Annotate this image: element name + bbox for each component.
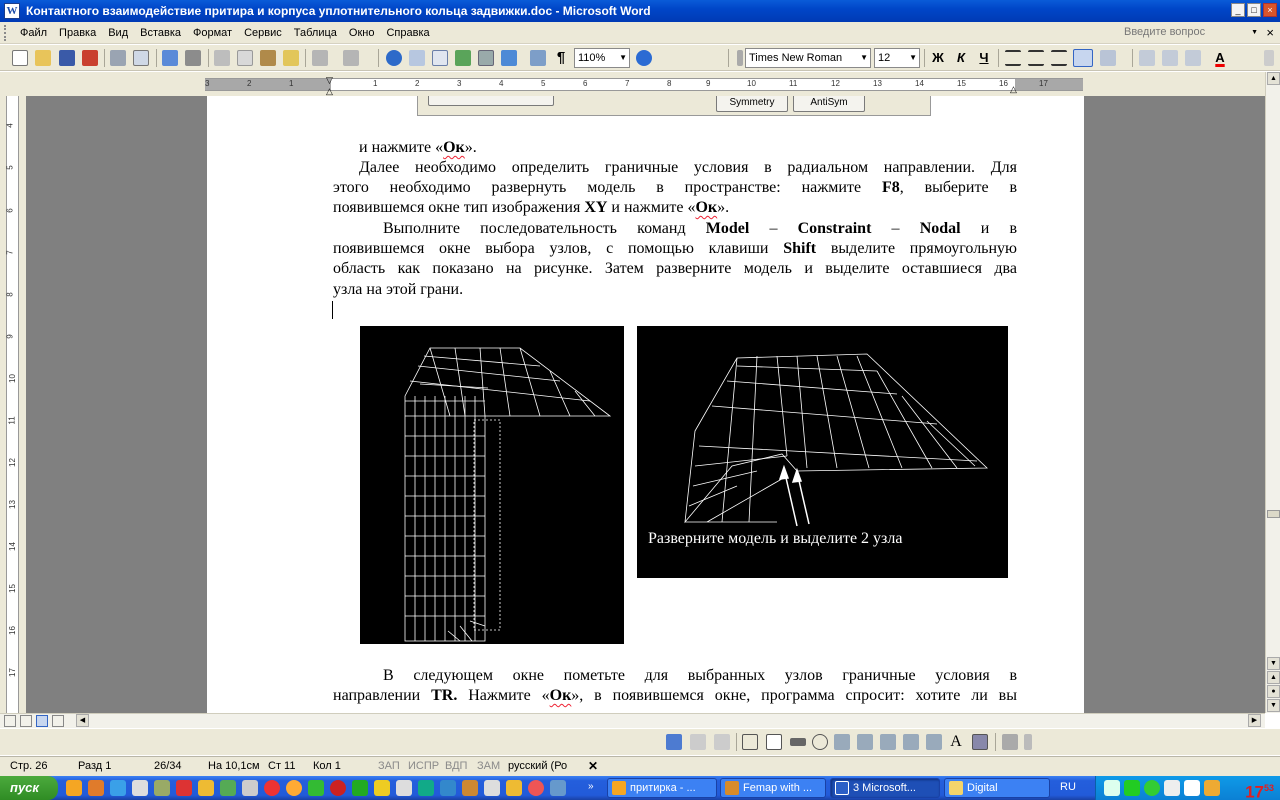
taskbar-item-active[interactable] [830, 778, 940, 798]
textfield-icon[interactable] [766, 734, 782, 750]
word-app-icon[interactable]: W [4, 3, 20, 19]
paragraph-1 [359, 138, 1043, 158]
status-section: Разд 1 [78, 760, 112, 772]
previous-page-icon[interactable]: ▲ [1267, 671, 1280, 684]
shift-text: Shift [783, 240, 817, 257]
ruler-tick: 3 [457, 79, 462, 88]
line [383, 219, 1017, 239]
tray-icon[interactable] [1204, 780, 1220, 796]
horizontal-ruler[interactable] [0, 72, 1280, 96]
quicklaunch-icon[interactable] [396, 780, 412, 796]
ruler-tick: 10 [747, 79, 756, 88]
nodal-text: Nodal [919, 220, 961, 237]
status-line: Ст 11 [268, 760, 296, 772]
menu-insert[interactable]: Вставка [140, 26, 182, 39]
label-control-icon[interactable]: A [950, 733, 962, 750]
fe-mesh-graphic [360, 326, 624, 644]
callout-icon[interactable] [714, 734, 730, 750]
align-left-icon[interactable] [1005, 50, 1021, 66]
title-bar [0, 0, 1280, 22]
text: – [749, 220, 798, 237]
scroll-right-icon[interactable]: ▶ [1248, 714, 1261, 727]
constraint-text: Constraint [797, 220, 872, 237]
line-spacing-icon[interactable] [1100, 50, 1116, 66]
quicklaunch-icon[interactable] [418, 780, 434, 796]
quicklaunch-icon[interactable] [506, 780, 522, 796]
normal-view-icon[interactable] [4, 715, 16, 727]
status-extend[interactable]: ВДП [445, 760, 468, 772]
quicklaunch-icon[interactable] [550, 780, 566, 796]
embedded-dialog-screenshot [417, 96, 931, 116]
next-page-icon[interactable]: ▼ [1267, 699, 1280, 712]
new-document-icon[interactable] [12, 50, 28, 66]
text: и нажмите « [607, 199, 696, 216]
tray-icon[interactable] [1184, 780, 1200, 796]
decrease-indent-icon[interactable] [1185, 50, 1201, 66]
horizontal-scrollbar[interactable] [0, 713, 1265, 728]
line [333, 239, 1017, 259]
symmetry-button: Symmetry [716, 96, 788, 112]
text: направлении [333, 687, 432, 704]
vertical-scrollbar[interactable] [1265, 72, 1280, 713]
antisym-button: AntiSym [793, 96, 865, 112]
web-layout-icon[interactable] [20, 715, 32, 727]
text: », в появившемся окне, программа спросит: хотите ли вы [571, 687, 1017, 704]
app-icon [725, 781, 739, 795]
toolbar-grip-icon[interactable] [4, 25, 8, 41]
drawing-toolbar [0, 729, 1280, 755]
tray-icon[interactable] [1144, 780, 1160, 796]
ruler-tick: 3 [205, 79, 210, 88]
taskbar-item[interactable] [944, 778, 1050, 798]
ruler-tick: 8 [667, 79, 672, 88]
select-objects-icon[interactable] [666, 734, 682, 750]
combobox-icon[interactable] [880, 734, 896, 750]
quicklaunch-icon[interactable] [66, 780, 82, 796]
font-name-combo[interactable] [745, 48, 871, 68]
text: – [871, 220, 920, 237]
redo-icon[interactable] [343, 50, 359, 66]
ruler-tick: 13 [7, 500, 17, 509]
scroll-up-icon[interactable]: ▲ [1267, 72, 1280, 85]
insert-table-icon[interactable] [432, 50, 448, 66]
chevron-right-icon[interactable]: » [588, 781, 594, 792]
text: ». [717, 199, 730, 216]
vertical-ruler[interactable] [0, 96, 26, 713]
toggle-icon[interactable] [903, 734, 919, 750]
text: появившемся окне тип изображения [333, 199, 585, 216]
ruler-tick: 5 [541, 79, 546, 88]
status-overtype[interactable]: ЗАМ [477, 760, 501, 772]
menu-file[interactable]: Файл [20, 26, 48, 39]
app-icon [612, 781, 626, 795]
ruler-tick: 13 [873, 79, 882, 88]
ruler-tick: 17 [7, 668, 17, 677]
ruler-tick: 10 [7, 374, 17, 383]
clock-hours: 17 [1245, 782, 1264, 800]
tr-text: TR. [431, 687, 458, 704]
ruler-tick: 2 [415, 79, 420, 88]
line [383, 666, 1017, 686]
ruler-tick: 1 [289, 79, 294, 88]
quicklaunch-icon[interactable] [352, 780, 368, 796]
quicklaunch-icon[interactable] [198, 780, 214, 796]
minimize-icon[interactable]: _ [1231, 3, 1245, 17]
undo-icon[interactable] [312, 50, 328, 66]
quicklaunch-icon[interactable] [330, 780, 346, 796]
text: В следующем окне пометьте для выбранных узлов граничные условия в [383, 667, 1017, 684]
quicklaunch-icon[interactable] [220, 780, 236, 796]
text-cursor [332, 301, 333, 319]
clock [1245, 777, 1274, 800]
spelling-status-icon[interactable]: ✕ [588, 759, 599, 773]
system-tray [1095, 776, 1280, 800]
ruler-tick: 9 [706, 79, 711, 88]
quicklaunch-icon[interactable] [176, 780, 192, 796]
clock-minutes: 53 [1263, 783, 1274, 793]
image-control-icon[interactable] [972, 734, 988, 750]
toolbar-options-icon[interactable] [1264, 50, 1274, 66]
show-hide-pilcrow-icon[interactable]: ¶ [556, 49, 566, 66]
ok-text: Ок [443, 139, 465, 156]
font-name-value: Times New Roman [749, 52, 843, 64]
menu-table[interactable]: Таблица [293, 26, 337, 39]
italic-button[interactable]: К [957, 50, 965, 65]
print-icon[interactable] [110, 50, 126, 66]
research-icon[interactable] [185, 50, 201, 66]
quicklaunch-icon[interactable] [132, 780, 148, 796]
text: и нажмите « [359, 139, 444, 156]
font-size-value: 12 [878, 52, 891, 64]
ruler-tick: 8 [5, 292, 15, 297]
line [333, 280, 1017, 300]
bold-button[interactable]: Ж [932, 50, 944, 65]
outline-view-icon[interactable] [52, 715, 64, 727]
zoom-combo[interactable] [574, 48, 630, 68]
hyperlink-icon[interactable] [386, 50, 402, 66]
document-map-icon[interactable] [530, 50, 546, 66]
zoom-value: 110% [578, 52, 606, 64]
listbox-icon[interactable] [857, 734, 873, 750]
tray-icon[interactable] [1164, 780, 1180, 796]
ruler-tick: 14 [915, 79, 924, 88]
dialog-field [428, 96, 554, 106]
select-browse-object-icon[interactable]: ● [1267, 685, 1280, 698]
taskbar-item-label: Femap with ... [743, 782, 813, 794]
frame-icon[interactable] [834, 734, 850, 750]
xy-text: XY [584, 199, 608, 216]
taskbar-item-label: притирка - ... [630, 782, 696, 794]
input-language[interactable]: RU [1060, 781, 1076, 793]
ruler-tick: 2 [247, 79, 252, 88]
menu-tools[interactable]: Сервис [244, 26, 282, 39]
menu-format[interactable]: Формат [193, 26, 233, 39]
toolbar [0, 45, 1280, 71]
more-controls-icon[interactable] [1002, 734, 1018, 750]
quicklaunch-icon[interactable] [154, 780, 170, 796]
ruler-tick: 11 [789, 79, 798, 88]
chevron-down-icon: ▼ [909, 53, 917, 62]
maximize-icon[interactable]: □ [1247, 3, 1261, 17]
text: , выберите в [899, 179, 1018, 196]
ruler-tick: 11 [7, 416, 17, 425]
document-page[interactable] [207, 96, 1084, 713]
ruler-tick: 7 [625, 79, 630, 88]
ruler-tick: 6 [5, 208, 15, 213]
open-folder-icon[interactable] [35, 50, 51, 66]
ruler-tick: 5 [5, 165, 15, 170]
ruler-tick: 4 [5, 123, 15, 128]
save-icon[interactable] [59, 50, 75, 66]
close-icon[interactable]: × [1263, 3, 1277, 17]
word-icon [835, 781, 849, 795]
ruler-tick: 15 [7, 584, 17, 593]
window-title: Контактного взаимодействие притира и корпуса уплотнительного кольца задвижки.doc - Microsoft Word [26, 4, 651, 18]
text: выделите прямоугольную [816, 240, 1017, 257]
line [333, 198, 1017, 218]
taskbar-item-label: Digital [967, 782, 998, 794]
taskbar-item[interactable] [720, 778, 826, 798]
shapes-icon[interactable] [690, 734, 706, 750]
spelling-icon[interactable] [162, 50, 178, 66]
quicklaunch-icon[interactable] [286, 780, 302, 796]
status-record[interactable]: ЗАП [378, 760, 400, 772]
ok-text: Ок [695, 199, 718, 216]
text: появившемся окне выбора узлов, с помощью клавиши [333, 240, 784, 257]
ruler-tick: 15 [957, 79, 966, 88]
ie-icon[interactable] [110, 780, 126, 796]
columns-icon[interactable] [478, 50, 494, 66]
quicklaunch-icon[interactable] [484, 780, 500, 796]
scroll-thumb[interactable] [1267, 510, 1280, 518]
ruler-tick: 14 [7, 542, 17, 551]
status-page: Стр. 26 [10, 760, 48, 772]
cut-icon[interactable] [214, 50, 230, 66]
chevron-down-icon: ▼ [619, 53, 627, 62]
quicklaunch-icon[interactable] [242, 780, 258, 796]
text: узла на этой грани. [333, 281, 464, 298]
first-line-indent-icon[interactable]: ▽ [326, 75, 333, 85]
checkbox-icon[interactable] [742, 734, 758, 750]
help-dropdown-icon[interactable]: ▼ [1251, 29, 1258, 36]
ruler-tick: 4 [499, 79, 504, 88]
ruler-tick: 9 [5, 334, 15, 339]
document-close-icon[interactable]: × [1266, 25, 1274, 40]
format-painter-icon[interactable] [283, 50, 299, 66]
quicklaunch-icon[interactable] [440, 780, 456, 796]
tables-borders-icon[interactable] [409, 50, 425, 66]
print-layout-icon[interactable] [36, 715, 48, 727]
quicklaunch-icon[interactable] [374, 780, 390, 796]
text: ». [464, 139, 477, 156]
model-text: Model [705, 220, 750, 237]
text: область как показано на рисунке. Затем разверните модель и выделите оставшиеся два [333, 260, 1017, 277]
image-caption: Разверните модель и выделите 2 узла [648, 530, 903, 547]
insert-excel-icon[interactable] [455, 50, 471, 66]
ruler-tick: 16 [7, 626, 17, 635]
print-preview-icon[interactable] [133, 50, 149, 66]
numbering-icon[interactable] [1139, 50, 1155, 66]
text: и в [960, 220, 1018, 237]
taskbar-item[interactable] [607, 778, 717, 798]
quicklaunch-icon[interactable] [264, 780, 280, 796]
menu-view[interactable]: Вид [108, 26, 129, 39]
ruler-tick: 6 [583, 79, 588, 88]
ruler-tick: 7 [5, 250, 15, 255]
scroll-down-icon[interactable]: ▼ [1267, 657, 1280, 670]
taskbar [0, 776, 1280, 800]
spinner-icon[interactable] [926, 734, 942, 750]
text: Выполните последовательность команд [383, 220, 706, 237]
text: этого необходимо развернуть модель в пространстве: нажмите [333, 179, 882, 196]
text: Нажмите « [457, 687, 550, 704]
ok-text: Ок [549, 687, 572, 704]
menu-bar [0, 22, 1280, 44]
status-bar [0, 756, 1280, 776]
start-label: пуск [10, 780, 39, 795]
right-indent-icon[interactable]: △ [1010, 84, 1017, 94]
quicklaunch-icon[interactable] [528, 780, 544, 796]
status-column: Кол 1 [313, 760, 341, 772]
help-icon[interactable] [636, 50, 652, 66]
copy-icon[interactable] [237, 50, 253, 66]
status-track-changes[interactable]: ИСПР [408, 760, 440, 772]
quicklaunch-icon[interactable] [88, 780, 104, 796]
help-question-input[interactable]: Введите вопрос [1124, 26, 1206, 38]
document-area [26, 96, 1265, 713]
tray-icon[interactable] [1124, 780, 1140, 796]
underline-button[interactable]: Ч [979, 50, 989, 65]
taskbar-item-label: 3 Microsoft... [853, 782, 916, 794]
menu-help[interactable]: Справка [386, 26, 430, 39]
line [333, 259, 1017, 279]
align-center-icon[interactable] [1028, 50, 1044, 66]
font-color-button[interactable]: A [1215, 50, 1225, 65]
toolbar-options-icon[interactable] [1024, 734, 1032, 750]
ruler-tick: 12 [831, 79, 840, 88]
menu-window[interactable]: Окно [348, 26, 375, 39]
drawing-icon[interactable] [501, 50, 517, 66]
permission-icon[interactable] [82, 50, 98, 66]
status-position: На 10,1см [208, 760, 260, 772]
ruler-tick: 17 [1039, 79, 1048, 88]
ruler-tick: 12 [7, 458, 17, 467]
mesh-image-right [637, 326, 1008, 578]
quicklaunch-icon[interactable] [308, 780, 324, 796]
menu-edit[interactable]: Правка [59, 26, 97, 39]
font-size-combo[interactable] [874, 48, 920, 68]
chevron-down-icon: ▼ [860, 53, 868, 62]
line [359, 158, 1017, 178]
ruler-tick: 1 [373, 79, 378, 88]
hanging-indent-icon[interactable]: △ [326, 86, 333, 96]
status-pages: 26/34 [154, 760, 182, 772]
key-f8: F8 [881, 179, 900, 196]
align-right-icon[interactable] [1051, 50, 1067, 66]
status-language: русский (Ро [508, 760, 568, 772]
line-icon[interactable] [790, 738, 806, 746]
mesh-image-left [360, 326, 624, 644]
paste-icon[interactable] [260, 50, 276, 66]
start-button[interactable] [0, 776, 58, 800]
quicklaunch-icon[interactable] [462, 780, 478, 796]
ruler-tick: 16 [999, 79, 1008, 88]
line [333, 178, 1017, 198]
bullets-icon[interactable] [1162, 50, 1178, 66]
folder-icon [949, 781, 963, 795]
styles-handle-icon[interactable] [737, 50, 743, 66]
tray-icon[interactable] [1104, 780, 1120, 796]
justify-icon[interactable] [1073, 49, 1093, 67]
scroll-left-icon[interactable]: ◀ [76, 714, 89, 727]
text: Далее необходимо определить граничные условия в радиальном направлении. Для [359, 159, 1017, 176]
radio-icon[interactable] [812, 734, 828, 750]
line [333, 686, 1017, 706]
